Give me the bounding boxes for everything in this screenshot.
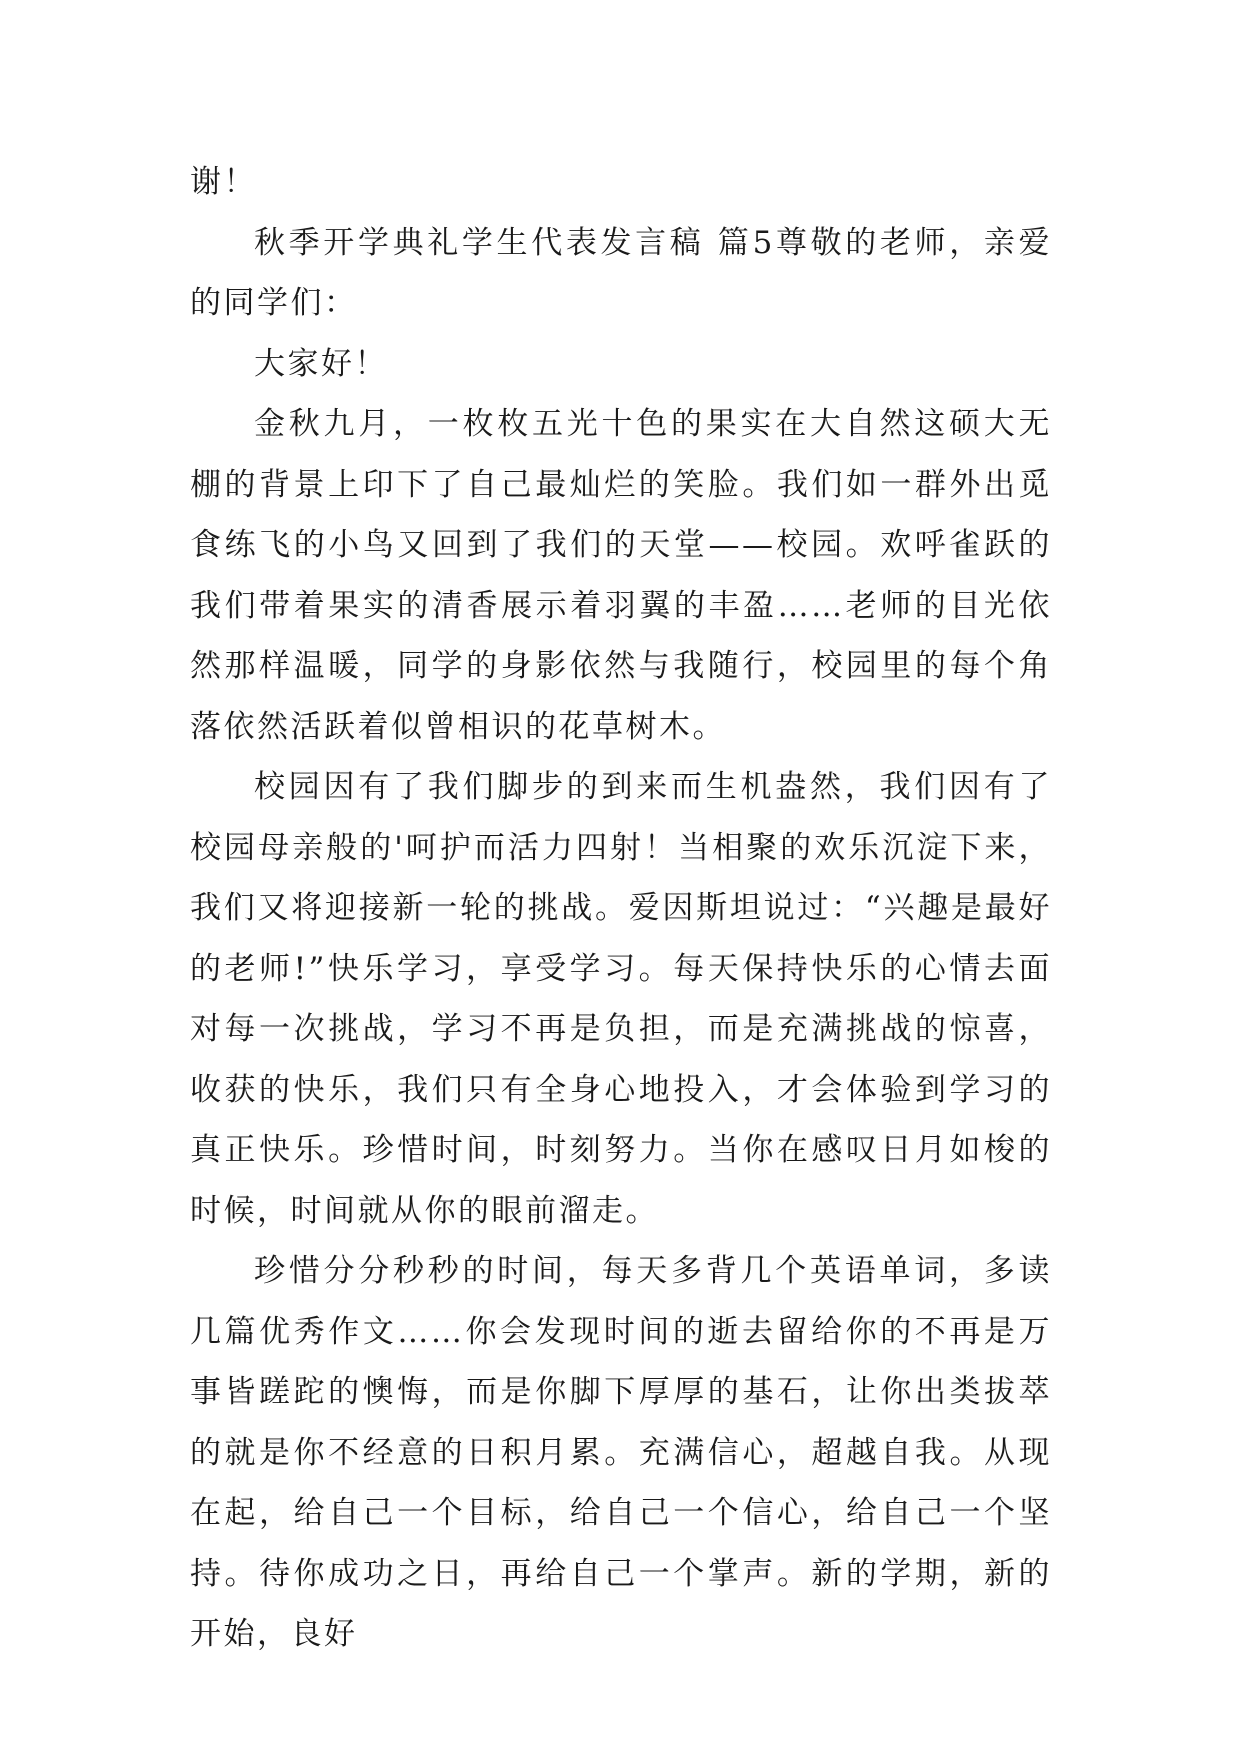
paragraph-campus: 校园因有了我们脚步的到来而生机盎然，我们因有了校园母亲般的'呵护而活力四射！当相聚的欢乐沉淀下来，我们又将迎接新一轮的挑战。爱因斯坦说过：“兴趣是最好的老师!”快乐学习，享受学习。每天保持快乐的心情去面对每一次挑战，学习不再是负担，而是充满挑战的惊喜，收获的快乐，我们只有全身心地投入，才会体验到学习的真正快乐。珍惜时间，时刻努力。当你在感叹日月如梭的时候，时间就从你的眼前溜走。 [190, 769, 1052, 1229]
paragraph-greeting: 大家好！ [254, 345, 388, 382]
paragraph-autumn: 金秋九月，一枚枚五光十色的果实在大自然这硕大无棚的背景上印下了自己最灿烂的笑脸。我们如一群外出觅食练飞的小鸟又回到了我们的天堂——校园。欢呼雀跃的我们带着果实的清香展示着羽翼的丰盈……老师的目光依然那样温暖，同学的身影依然与我随行，校园里的每个角落依然活跃着似曾相识的花草树木。 [190, 406, 1052, 745]
paragraph-cherish-time: 珍惜分分秒秒的时间，每天多背几个英语单词，多读几篇优秀作文……你会发现时间的逝去留给你的不再是万事皆蹉跎的懊悔，而是你脚下厚厚的基石，让你出类拔萃的就是你不经意的日积月累。充满信心，超越自我。从现在起，给自己一个目标，给自己一个信心，给自己一个坚持。待你成功之日，再给自己一个掌声。新的学期，新的开始，良好 [190, 1253, 1052, 1652]
document-body [190, 152, 1052, 1665]
paragraph-closing: 谢！ [190, 164, 257, 200]
paragraph-title-salutation: 秋季开学典礼学生代表发言稿 篇5尊敬的老师，亲爱的同学们： [190, 224, 1052, 321]
